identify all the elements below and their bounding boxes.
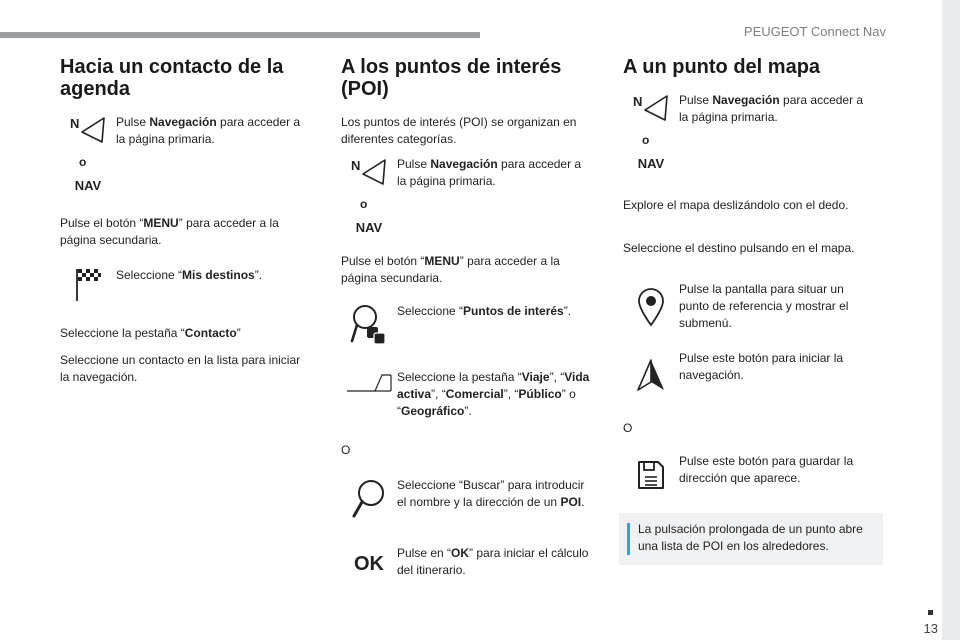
page-number: 13 [923, 621, 938, 636]
svg-text:N: N [633, 94, 643, 109]
section-title: A los puntos de interés (POI) [341, 56, 562, 100]
svg-text:o: o [79, 155, 87, 169]
location-pin-icon [623, 281, 679, 327]
ok-button-icon: OK [354, 553, 384, 575]
nav-button-icon: N o NAV [623, 92, 679, 171]
step-tabs: Seleccione la pestaña “Viaje”, “Vida activa”, “Comercial”, “Público” o “Geográfico”. [341, 369, 591, 420]
section-title: A un punto del mapa [623, 56, 821, 78]
step-menu: Pulse el botón “MENU” para acceder a la página secundaria. [60, 216, 279, 247]
search-icon [341, 477, 397, 519]
or-text: O [341, 443, 351, 457]
svg-text:o: o [360, 197, 368, 211]
step-search: Seleccione “Buscar” para introducir el nombre y la dirección de un POI. [341, 477, 591, 519]
step-select-destination: Seleccione el destino pulsando en el mapa. [623, 241, 855, 255]
tabs-icon [341, 369, 397, 393]
page-marker [928, 610, 933, 615]
nav-button-icon: N o NAV [341, 156, 397, 235]
step-contact-tab: Seleccione la pestaña “Contacto” [60, 326, 241, 340]
step-ok: OK Pulse en “OK” para iniciar el cálculo del itinerario. [341, 545, 591, 579]
section-map-point [623, 56, 873, 565]
navigate-arrow-icon [623, 350, 679, 394]
step-destinations: Seleccione “Mis destinos”. [60, 267, 310, 303]
info-note-text: La pulsación prolongada de un punto abre una lista de POI en los alrededores. [638, 522, 863, 553]
step-save: Pulse este botón para guardar la dirección que aparece. [623, 453, 873, 491]
step-navigation: N o NAV Pulse Navegación para acceder a la página primaria. [60, 114, 310, 193]
section-title: Hacia un contacto de la agenda [60, 56, 284, 100]
step-navigation: N o NAV Pulse Navegación para acceder a la página primaria. [623, 92, 873, 171]
step-pin: Pulse la pantalla para situar un punto de referencia y mostrar el submenú. [623, 281, 873, 332]
save-icon [623, 453, 679, 491]
page-edge-strip [942, 0, 960, 640]
step-start-nav: Pulse este botón para iniciar la navegación. [623, 350, 873, 394]
info-note [619, 513, 883, 565]
checkered-flag-icon [60, 267, 116, 303]
step-poi: Seleccione “Puntos de interés”. [341, 303, 591, 347]
header-bar [0, 32, 480, 38]
svg-text:N: N [351, 158, 361, 173]
step-menu: Pulse el botón “MENU” para acceder a la página secundaria. [341, 254, 560, 285]
poi-intro: Los puntos de interés (POI) se organizan en diferentes categorías. [341, 115, 577, 146]
svg-text:o: o [642, 133, 650, 147]
step-navigation: N o NAV Pulse Navegación para acceder a la página primaria. [341, 156, 591, 235]
or-text: O [623, 421, 633, 435]
svg-text:N: N [70, 116, 80, 131]
section-poi [341, 56, 591, 579]
header-title: PEUGEOT Connect Nav [743, 24, 886, 39]
section-contact [60, 56, 310, 386]
nav-button-icon: N o NAV [60, 114, 116, 193]
step-explore: Explore el mapa deslizándolo con el dedo. [623, 198, 849, 212]
step-select-contact: Seleccione un contacto en la lista para iniciar la navegación. [60, 353, 301, 384]
info-icon [627, 523, 630, 555]
poi-search-icon [341, 303, 397, 347]
